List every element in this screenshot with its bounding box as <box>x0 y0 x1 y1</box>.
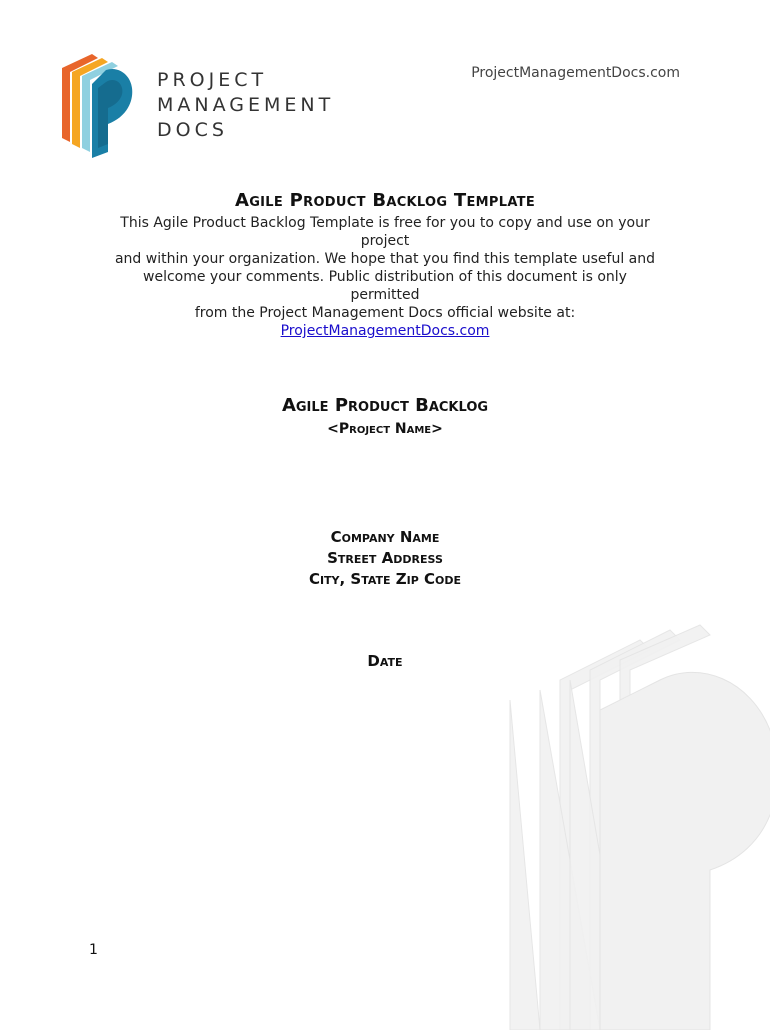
page-number: 1 <box>89 942 98 958</box>
company-block <box>0 527 770 590</box>
intro-line: from the Project Management Docs official website at: <box>194 305 576 321</box>
city-state-zip: City, State Zip Code <box>308 570 462 588</box>
intro-line: project <box>360 233 410 249</box>
logo-line-project: PROJECT <box>157 69 268 91</box>
intro-line: permitted <box>350 287 420 303</box>
logo-line-management: MANAGEMENT <box>157 94 335 116</box>
website-link[interactable]: ProjectManagementDocs.com <box>280 323 490 339</box>
street-address: Street Address <box>327 549 443 567</box>
cover-title: Agile Product Backlog <box>281 395 489 416</box>
company-name: Company Name <box>330 528 440 546</box>
project-management-docs-logo <box>58 48 138 160</box>
intro-line: This Agile Product Backlog Template is free for you to copy and use on your <box>120 215 650 231</box>
logo-wordmark <box>157 68 334 143</box>
logo-line-docs: DOCS <box>157 119 228 141</box>
header-website: ProjectManagementDocs.com <box>471 65 680 81</box>
intro-line: and within your organization. We hope that you find this template useful and <box>114 251 656 267</box>
watermark-logo-icon <box>500 620 770 1030</box>
cover-date: Date <box>367 652 403 670</box>
template-title: Agile Product Backlog Template <box>234 190 536 211</box>
intro-line: welcome your comments. Public distribution of this document is only <box>143 269 627 285</box>
template-intro <box>0 214 770 340</box>
project-name: <Project Name> <box>327 421 443 437</box>
